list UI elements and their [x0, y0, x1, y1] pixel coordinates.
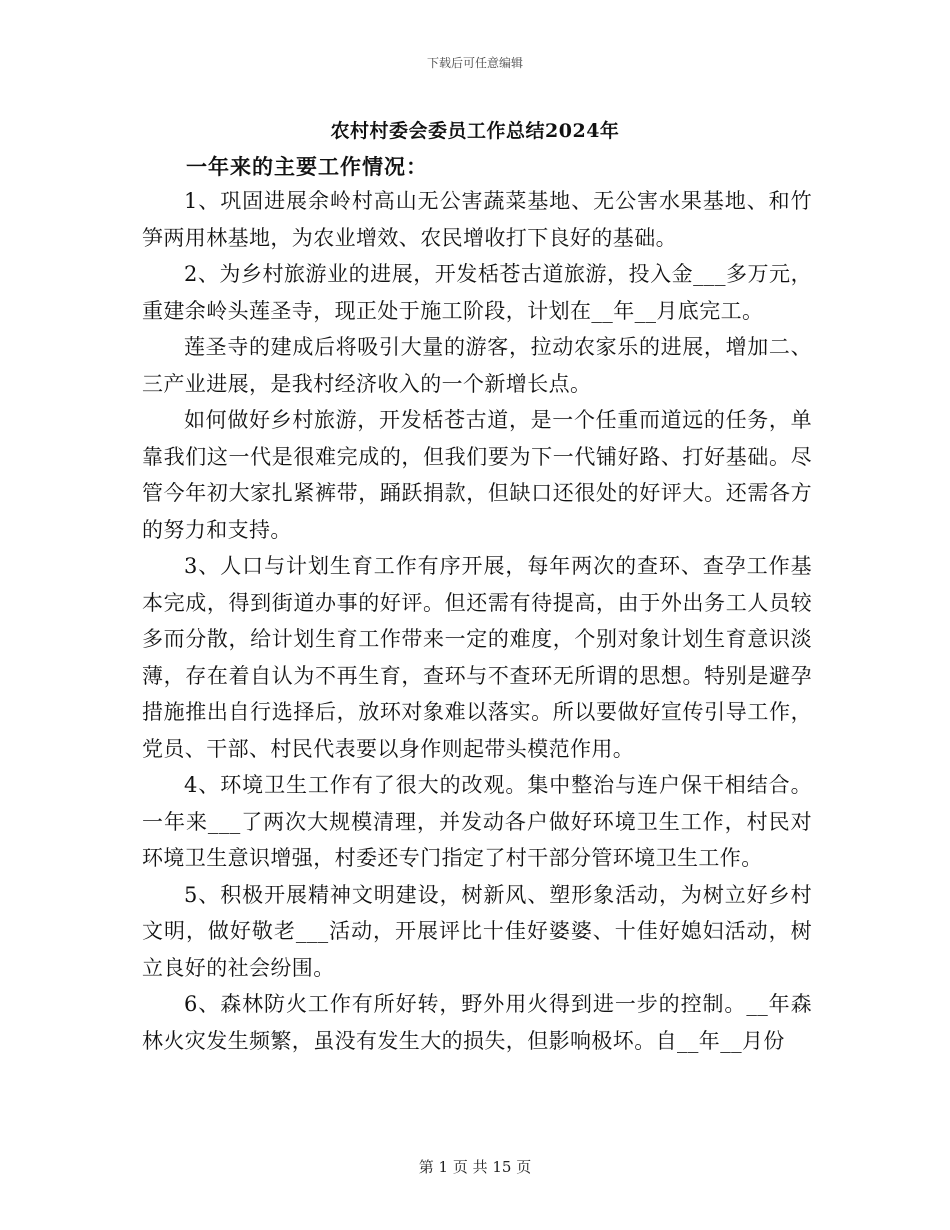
- paragraph-1: 1、巩固进展余岭村高山无公害蔬菜基地、无公害水果基地、和竹笋两用林基地，为农业增效、农民增收打下良好的基础。: [142, 189, 812, 250]
- paragraph-6: 4、环境卫生工作有了很大的改观。集中整治与连户保干相结合。一年来___了两次大规模清理，并发动各户做好环境卫生工作，村民对环境卫生意识增强，村委还专门指定了村干部分管环境卫生工作。: [142, 773, 812, 870]
- section-heading: 一年来的主要工作情况：: [186, 154, 428, 179]
- document-title: 农村村委会委员工作总结2024年: [330, 120, 620, 142]
- document-body: [142, 183, 812, 1059]
- paragraph-5: 3、人口与计划生育工作有序开展，每年两次的查环、查孕工作基本完成，得到街道办事的好评。但还需有待提高，由于外出务工人员较多而分散，给计划生育工作带来一定的难度，个别对象计划生育意识淡薄，存在着自认为不再生育，查环与不查环无所谓的思想。特别是避孕措施推出自行选择后，放环对象难以落实。所以要做好宣传引导工作，党员、干部、村民代表要以身作则起带头模范作用。: [142, 554, 812, 761]
- page-footer: 第 1 页 共 15 页: [418, 1158, 532, 1176]
- paragraph-4: 如何做好乡村旅游，开发栝苍古道，是一个任重而道远的任务，单靠我们这一代是很难完成的，但我们要为下一代铺好路、打好基础。尽管今年初大家扎紧裤带，踊跃捐款，但缺口还很处的好评大。还需各方的努力和支持。: [142, 408, 812, 542]
- paragraph-3: 莲圣寺的建成后将吸引大量的游客，拉动农家乐的进展，增加二、三产业进展，是我村经济收入的一个新增长点。: [142, 335, 812, 396]
- paragraph-7: 5、积极开展精神文明建设，树新风、塑形象活动，为树立好乡村文明，做好敬老___活动，开展评比十佳好婆婆、十佳好媳妇活动，树立良好的社会纷围。: [142, 882, 812, 980]
- header-note: 下载后可任意编辑: [426, 56, 523, 70]
- paragraph-2: 2、为乡村旅游业的进展，开发栝苍古道旅游，投入金___多万元，重建余岭头莲圣寺，现正处于施工阶段，计划在__年__月底完工。: [142, 262, 812, 323]
- paragraph-8: 6、森林防火工作有所好转，野外用火得到进一步的控制。__年森林火灾发生频繁，虽没有发生大的损失，但影响极坏。自__年__月份: [142, 992, 812, 1053]
